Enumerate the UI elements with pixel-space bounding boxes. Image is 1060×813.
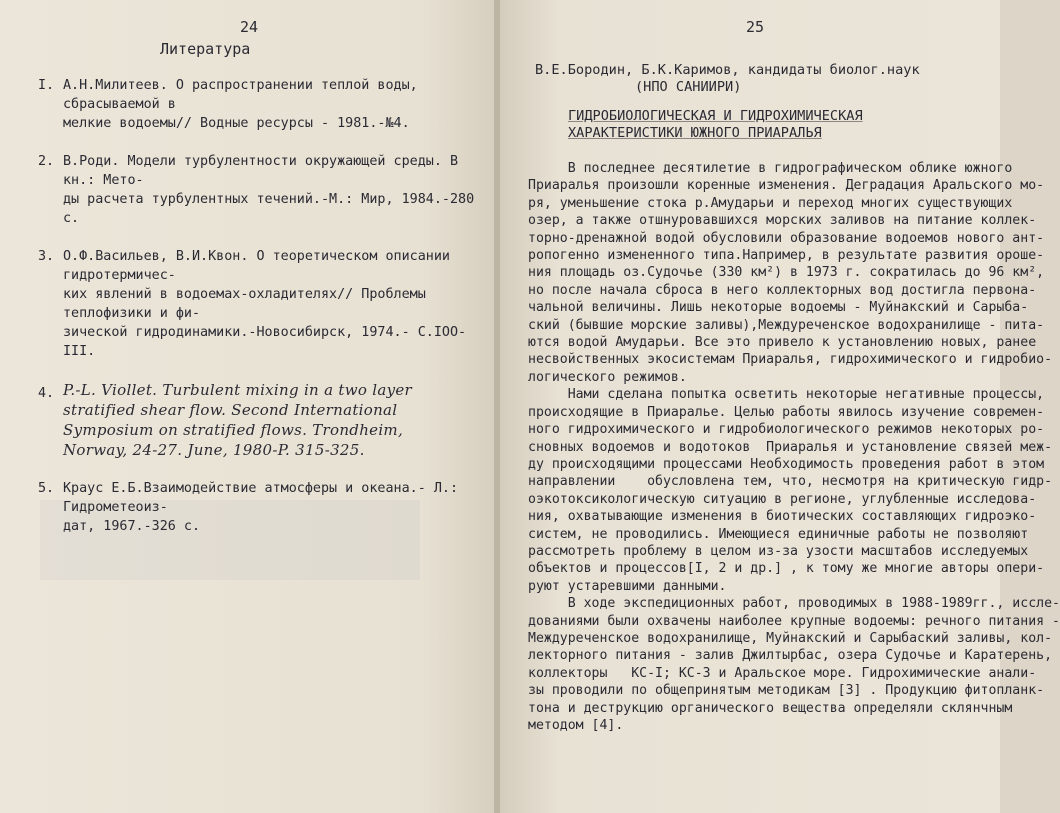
title-line: ХАРАКТЕРИСТИКИ ЮЖНОГО ПРИАРАЛЬЯ (568, 125, 822, 141)
body-line: озер, а также отшнуровавшихся морских заливов на питание коллек- (528, 213, 1037, 229)
body-line: Приаралья произошли коренные изменения. Деградация Аральского мо- (528, 178, 1045, 194)
reference-line: stratified shear flow. Second International (63, 401, 398, 419)
body-line: происходящие в Приаралье. Целью работы явилось изучение современ- (528, 404, 1045, 420)
body-line: коллекторы КС-I; КС-3 и Аральское море. Гидрохимические анали- (528, 665, 1037, 681)
page-number-left: 24 (240, 18, 259, 36)
body-line: В последнее десятилетие в гидрографическом облике южного (528, 161, 1013, 176)
reference-line: ких явлений в водоемах-охладителях// Проблемы теплофизики и фи- (63, 287, 426, 321)
body-line: дованиями были охвачены наиболее крупные водоемы: речного питания - (528, 613, 1060, 629)
body-line: ский (бывшие морские заливы),Междуреченское водохранилище - пита- (528, 317, 1045, 333)
reference-number: I. (38, 78, 55, 93)
reference-line: ды расчета турбулентных течений.-М.: Мир, 1984.-280 с. (63, 192, 475, 226)
body-line: систем, не проводились. Имеющиеся единичные работы не позволяют (528, 526, 1029, 542)
reference-line: Краус Е.Б.Взаимодействие атмосферы и океана.- Л.: Гидрометеоиз- (63, 481, 459, 515)
reference-item (38, 247, 478, 361)
reference-text (63, 479, 478, 536)
reference-line: P.-L. Viollet. Turbulent mixing in a two layer (63, 381, 413, 399)
right-page (500, 0, 1060, 813)
reference-text (63, 380, 478, 460)
body-line: руют устаревшими данными. (528, 578, 727, 594)
authors-block (535, 62, 920, 96)
body-line: оэкотоксикологическую ситуацию в регионе, углубленные исследова- (528, 491, 1037, 507)
body-line: лекторного питания - залив Джилтырбас, озера Судочье и Каратерень, (528, 648, 1053, 664)
reference-item (38, 380, 478, 460)
reference-line: А.Н.Милитеев. О распространении теплой воды, сбрасываемой в (63, 78, 418, 112)
article-body (528, 160, 1060, 734)
reference-line: мелкие водоемы// Водные ресурсы - 1981.-№4. (63, 116, 410, 131)
body-line: несвойственных экосистемам Приаралья, гидрохимического и гидробио- (528, 352, 1053, 368)
body-line: но после начала сброса в него коллекторных вод достигла первона- (528, 282, 1037, 298)
body-line: ного гидрохимического и гидробиологического режимов некоторых ро- (528, 422, 1045, 438)
body-line: чальной величины. Лишь некоторые водоемы - Муйнакский и Сарыба- (528, 300, 1029, 316)
body-line: В ходе экспедиционных работ, проводимых в 1988-1989гг., иссле- (528, 596, 1060, 612)
reference-number: 3. (38, 249, 55, 264)
left-page (0, 0, 496, 813)
authors-line: В.Е.Бородин, Б.К.Каримов, кандидаты биолог.наук (535, 62, 920, 78)
references-heading: Литература (160, 40, 251, 58)
reference-line: О.Ф.Васильев, В.И.Квон. О теоретическом описании гидротермичес- (63, 249, 450, 283)
body-line: ду происходящими процессами Необходимость проведения работ в этом (528, 456, 1045, 472)
reference-number: 4. (38, 386, 55, 401)
references-list (38, 76, 478, 555)
body-line: объектов и процессов[I, 2 и др.] , к тому же многие авторы опери- (528, 561, 1045, 577)
body-line: сновных водоемов и водотоков Приаралья и установление связей меж- (528, 439, 1053, 455)
body-line: ния, охватывающие изменения в биотических составляющих гидроэко- (528, 509, 1037, 525)
body-line: ния площадь оз.Судочье (330 км²) в 1973 г. сократилась до 96 км², (528, 265, 1045, 281)
reference-number: 5. (38, 481, 55, 496)
reference-item (38, 152, 478, 228)
page-number-right: 25 (746, 18, 765, 36)
body-line: ря, уменьшение стока р.Амударьи и переход многих существующих (528, 195, 1013, 211)
body-line: логического режимов. (528, 369, 687, 385)
reference-line: зической гидродинамики.-Новосибирск, 1974.- С.IOO-III. (63, 325, 467, 359)
body-line: Междуреченское водохранилище, Муйнакский и Сарыбаский заливы, кол- (528, 630, 1053, 646)
title-line: ГИДРОБИОЛОГИЧЕСКАЯ И ГИДРОХИМИЧЕСКАЯ (568, 108, 863, 124)
reference-line: Symposium on stratified flows. Trondheim, (63, 421, 404, 439)
reference-text (63, 76, 478, 133)
body-line: тона и деструкцию органического вещества определяли склянчным (528, 700, 1013, 716)
institution: (НПО САНИИРИ) (635, 79, 742, 95)
reference-item (38, 76, 478, 133)
body-line: методом [4]. (528, 718, 624, 733)
body-line: рассмотреть проблему в целом из-за узости масштабов исследуемых (528, 543, 1029, 559)
reference-line: В.Роди. Модели турбулентности окружающей среды. В кн.: Мето- (63, 154, 459, 188)
body-line: Нами сделана попытка осветить некоторые негативные процессы, (528, 387, 1045, 403)
reference-number: 2. (38, 154, 55, 169)
body-line: зы проводили по общепринятым методикам [3] . Продукцию фитопланк- (528, 683, 1045, 699)
reference-text (63, 152, 478, 228)
article-title (568, 108, 863, 142)
reference-item (38, 479, 478, 536)
body-line: ропогенно измененного типа.Например, в результате развития ороше- (528, 248, 1045, 264)
reference-line: Norway, 24-27. June, 1980-P. 315-325. (63, 441, 365, 459)
body-line: торно-дренажной водой обусловили образование водоемов нового ант- (528, 230, 1045, 246)
body-line: ются водой Амударьи. Все это привело к установлению новых, ранее (528, 335, 1037, 351)
reference-line: дат, 1967.-326 с. (63, 519, 201, 534)
reference-text (63, 247, 478, 361)
body-line: направлении обусловлена тем, что, несмотря на критическую гидр- (528, 474, 1053, 490)
